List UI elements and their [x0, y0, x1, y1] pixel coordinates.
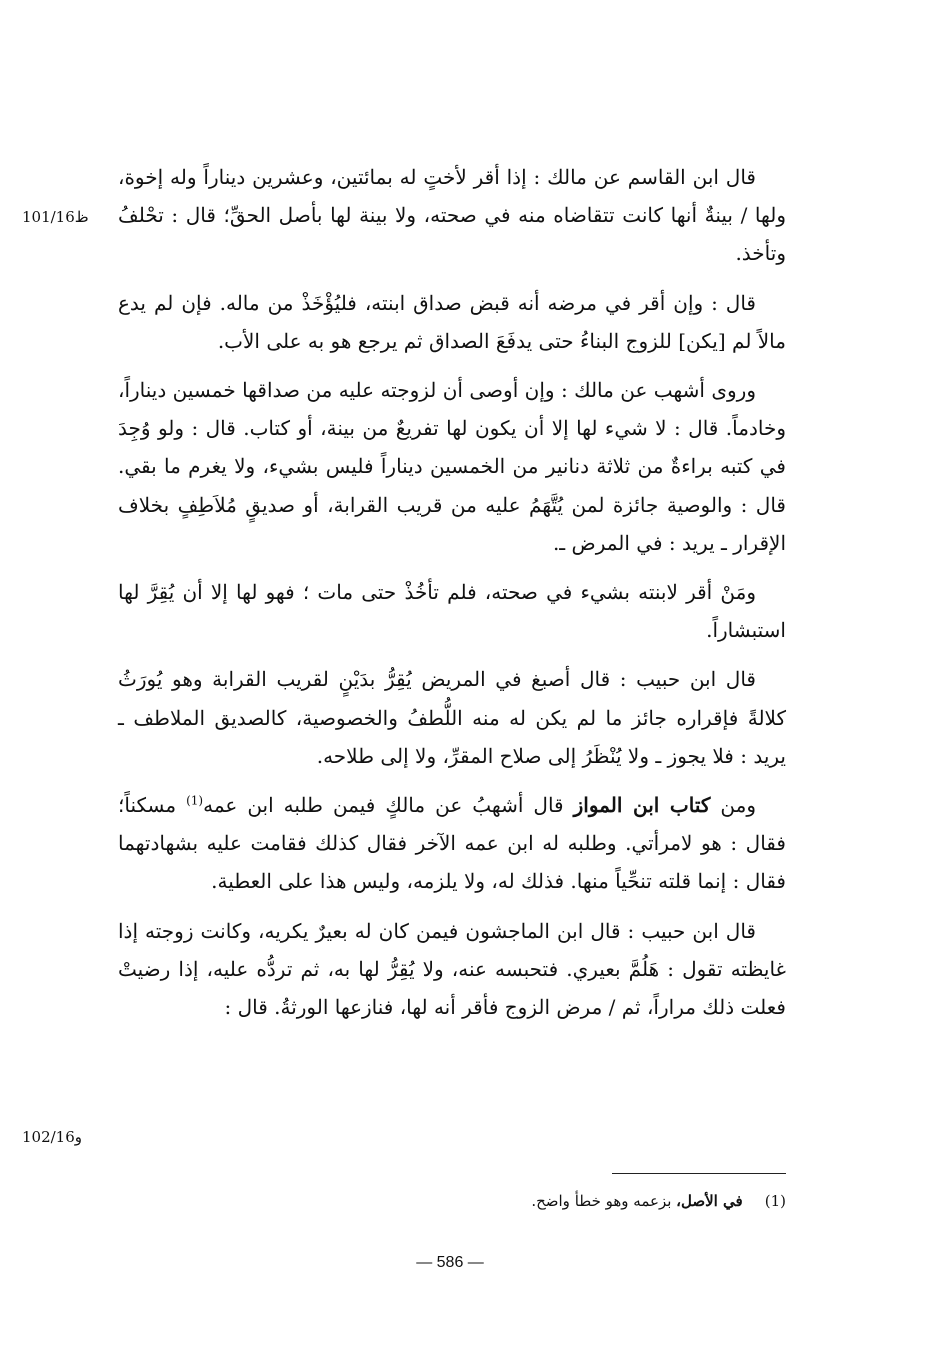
- paragraph-5: [118, 660, 786, 775]
- paragraph-6: [118, 786, 786, 901]
- book-title: كتاب ابن المواز: [573, 793, 711, 818]
- paragraph-1: [118, 158, 786, 273]
- footnote-number: (1): [764, 1192, 786, 1210]
- footnote: [300, 1188, 786, 1214]
- paragraph-7: [118, 912, 786, 1027]
- paragraph-2: [118, 284, 786, 360]
- paragraph-text: ومَنْ أقر لابنته بشيء في صحته، فلم تأخُذْ حتى مات ؛ فهو لها إلا أن يُقِرَّ لها استبشاراً.: [118, 580, 786, 643]
- footnote-marker: (1): [186, 793, 204, 808]
- paragraph-text: قال ابن القاسم عن مالك : إذا أقر لأختٍ له بمائتين، وعشرين ديناراً وله إخوة، ولها / بينةٌ أنها كانت تتقاضاه منه في صحته، ولا بينة لها بأصل الحقِّ؛ قال : تحْلفُ وتأخذ.: [118, 165, 786, 266]
- main-text: [118, 158, 786, 1037]
- paragraph-text: ومن: [710, 793, 756, 818]
- manuscript-folio-note: 102/16و: [22, 1128, 83, 1146]
- manuscript-folio-note: 101/16ظ: [22, 208, 89, 226]
- paragraph-text: قال ابن حبيب : قال أصبغ في المريض يُقِرُّ بدَيْنٍ لقريب القرابة وهو يُورَثُ كلالةً فإقراره جائز ما لم يكن له منه اللُّطفُ والخصوصية، كالصديق الملاطف ـ يريد : فلا يجوز ـ ولا يُنْظَرُ إلى صلاح المقرِّ، ولا إلى طلاحه.: [118, 667, 786, 768]
- footnote-text: بزعمه وهو خطأ واضح.: [531, 1192, 677, 1210]
- paragraph-3: [118, 371, 786, 562]
- page-number: — 586 —: [416, 1254, 484, 1271]
- footnote-separator: [612, 1173, 786, 1174]
- paragraph-text: وروى أشهب عن مالك : وإن أوصى أن لزوجته عليه من صداقها خمسين ديناراً، وخادماً. قال : لا شيء لها إلا أن يكون لها تفريعٌ من بينة، أو كتاب. قال : ولو وُجِدَ في كتبه براءةٌ من ثلاثة دنانير من الخمسين ديناراً فليس بشيء، ولا يغرم ما بقي. قال : والوصية جائزة لمن يُتَّهَمُ عليه من قريب القرابة، أو صديقٍ مُلاَطِفٍ بخلاف الإقرار ـ يريد : في المرض ـ.: [118, 378, 786, 555]
- paragraph-text: قال أشهبُ عن مالكٍ فيمن طلبه ابن عمه: [203, 793, 574, 818]
- footnote-label: في الأصل،: [676, 1192, 743, 1210]
- paragraph-text: قال ابن حبيب : قال ابن الماجشون فيمن كان له بعيرٌ يكريه، وكانت زوجته إذا غايظته تقول : هَلُمَّ بعيري. فتحبسه عنه، ولا يُقِرُّ لها به، ثم تردُّه عليه، إذا رضيتْ فعلت ذلك مراراً، ثم / مرض الزوج فأقر أنه لها، فنازعها الورثةُ. قال :: [118, 918, 786, 1020]
- paragraph-text: قال : وإن أقر في مرضه أنه قبض صداق ابنته، فليُؤْخَذْ من ماله. فإن لم يدع مالاً لم [يكن] للزوج البناءُ حتى يدفَعَ الصداق ثم يرجع هو به على الأب.: [118, 290, 786, 353]
- paragraph-text: مسكناً؛ فقال : هو لامرأتي. وطلبه له ابن عمه الآخر فقال كذلك فقامت عليه بشهادتهما فقال : إنما قلته تنحِّياً منها. فذلك له، ولا يلزمه، وليس هذا على العطية.: [118, 793, 786, 894]
- paragraph-4: [118, 573, 786, 649]
